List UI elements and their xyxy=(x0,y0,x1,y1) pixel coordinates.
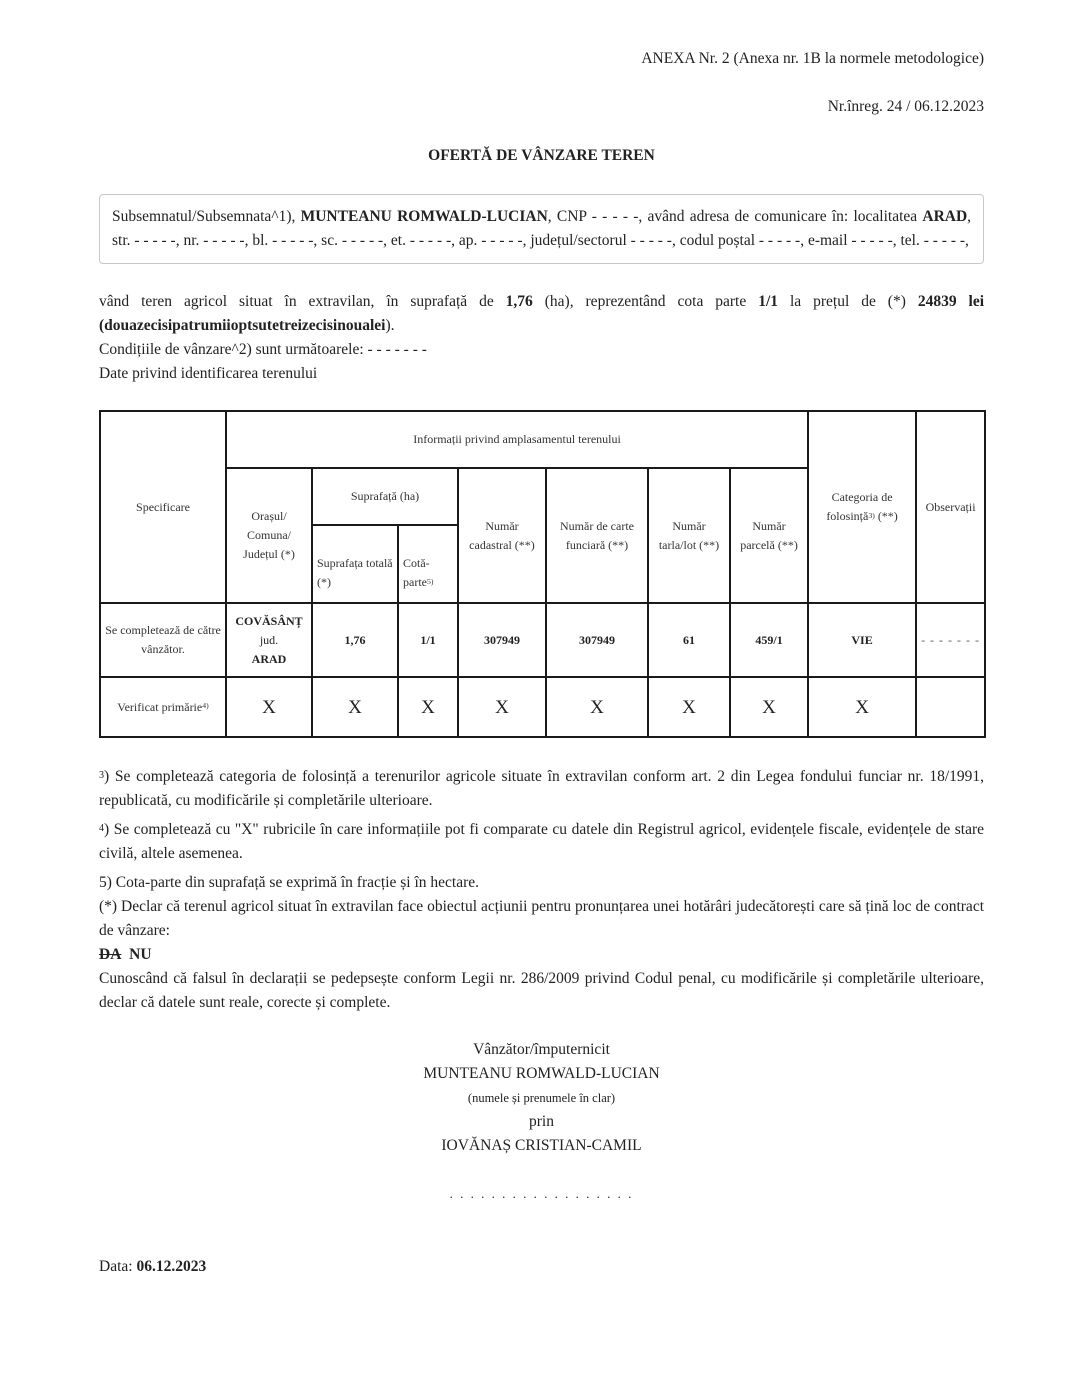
verified-mark: X xyxy=(808,677,916,737)
offer-share: 1/1 xyxy=(758,293,779,310)
header-nr-cadastral: Număr cadastral (**) xyxy=(458,468,546,603)
signer-name: MUNTEANU ROMWALD-LUCIAN xyxy=(423,1065,660,1082)
representative-name: IOVĂNAȘ CRISTIAN-CAMIL xyxy=(441,1137,642,1154)
cell-location-commune: COVĂSÂNȚ xyxy=(235,613,303,628)
sale-conditions: Condițiile de vânzare^2) sunt următoarele: - - - - - - - xyxy=(99,341,427,358)
seller-row xyxy=(100,603,985,677)
header-specificare: Specificare xyxy=(100,411,226,603)
seller-row-label: Se completează de către vânzător. xyxy=(100,603,226,677)
footnote-5: 5) Cota-parte din suprafață se exprimă în fracție și în hectare. xyxy=(99,874,480,891)
footnote-3-marker: 3 xyxy=(99,769,105,781)
footnote-3-text: ) Se completează categoria de folosință a terenurilor agricole situate în extravilan conform art. 2 din Legea fondului funciar nr. 18/1991, republicată, cu modificările și completările ulterioare. xyxy=(99,768,984,809)
footnote-4-text: ) Se completează cu "X" rubricile în care informațiile pot fi comparate cu datele din Registrul agricol, evidențele fiscale, evidențele de stare civilă, altele asemenea. xyxy=(99,821,984,862)
offer-area: 1,76 xyxy=(505,293,533,310)
cell-share: 1/1 xyxy=(398,603,458,677)
document-date xyxy=(99,1255,206,1279)
signature-block xyxy=(99,1038,984,1206)
header-cota-parte xyxy=(398,525,458,603)
name-hint: (numele și prenumele în clar) xyxy=(467,1091,616,1105)
court-declaration: (*) Declar că terenul agricol situat în extravilan face obiectul acțiunii pentru pronunțarea unei hotărâri judecătorești care să țină loc de contract de vânzare: xyxy=(99,898,984,939)
header-categoria-suffix: (**) xyxy=(874,509,898,523)
verified-observations xyxy=(916,677,985,737)
offer-text-4: ). xyxy=(385,317,395,334)
verified-mark: X xyxy=(546,677,648,737)
via-label: prin xyxy=(529,1113,554,1130)
land-identification-table xyxy=(99,410,986,738)
verified-mark: X xyxy=(458,677,546,737)
offer-price: 24839 lei xyxy=(917,293,985,310)
cell-total-area: 1,76 xyxy=(312,603,398,677)
cell-cadastral-number: 307949 xyxy=(458,603,546,677)
seller-locality: ARAD xyxy=(922,208,968,225)
offer-line-1 xyxy=(99,290,984,314)
header-nr-parcela: Număr parcelă (**) xyxy=(730,468,808,603)
identity-cnp-text: , CNP - - - - -, având adresa de comunicare în: localitatea xyxy=(547,208,923,225)
header-nr-carte-funciara: Număr de carte funciară (**) xyxy=(546,468,648,603)
signature-line: . . . . . . . . . . . . . . . . . . xyxy=(449,1186,634,1201)
offer-text-3: la prețul de (*) xyxy=(778,293,918,310)
date-label: Data: xyxy=(99,1258,137,1275)
penal-statement: Cunoscând că falsul în declarații se pedepsește conform Legii nr. 286/2009 privind Codul penal, cu modificările și completările ulterioare, declar că datele sunt reale, corecte și complete. xyxy=(99,970,984,1011)
cell-location-county: ARAD xyxy=(251,651,287,666)
identity-address-text: , str. - - - - -, nr. - - - - -, bl. - - - - -, sc. - - - - -, et. - - - - -, ap. - - - - -, județul/sectorul - - - - -, codul poștal - - - - -, e-mail - - - - -, tel. - - - - -, xyxy=(112,208,972,249)
footnotes-section xyxy=(99,765,984,1015)
header-cota-parte-text: Cotă-parte xyxy=(403,556,430,589)
offer-text-1: vând teren agricol situat în extravilan, în suprafață de xyxy=(99,293,506,310)
cell-location xyxy=(226,603,312,677)
declaration-options xyxy=(99,943,984,967)
cell-location-jud: jud. xyxy=(259,632,279,647)
footnote-4 xyxy=(99,818,984,866)
land-data-heading: Date privind identificarea terenului xyxy=(99,365,318,382)
signer-role: Vânzător/împuternicit xyxy=(473,1041,610,1058)
header-oras: Orașul/ Comuna/ Județul (*) xyxy=(226,468,312,603)
footnote-ref-5: 5) xyxy=(426,576,434,586)
cell-parcel-number: 459/1 xyxy=(730,603,808,677)
offer-line-2 xyxy=(99,314,984,338)
offer-text-2: (ha), reprezentând cota parte xyxy=(532,293,759,310)
date-value: 06.12.2023 xyxy=(136,1258,207,1275)
header-observatii: Observații xyxy=(916,411,985,603)
verified-row xyxy=(100,677,985,737)
header-nr-tarla: Număr tarla/lot (**) xyxy=(648,468,730,603)
footnote-ref-3: 3) xyxy=(868,510,875,520)
footnote-3 xyxy=(99,765,984,813)
header-categoria-text: Categoria de folosință xyxy=(826,490,893,523)
header-categoria xyxy=(808,411,916,603)
header-suprafata: Suprafață (ha) xyxy=(312,468,458,525)
verified-row-label-text: Verificat primărie xyxy=(117,699,203,714)
option-da-struck: DA xyxy=(99,946,122,963)
identity-prefix: Subsemnatul/Subsemnata^1), xyxy=(112,208,296,225)
annex-label: ANEXA Nr. 2 (Anexa nr. 1B la normele metodologice) xyxy=(641,50,984,67)
verified-mark: X xyxy=(730,677,808,737)
registration-number: Nr.înreg. 24 / 06.12.2023 xyxy=(827,98,984,115)
header-location-info: Informații privind amplasamentul terenului xyxy=(226,411,808,468)
option-nu: NU xyxy=(129,946,152,963)
cell-observations: - - - - - - - xyxy=(916,603,985,677)
offer-paragraph xyxy=(99,290,984,386)
cell-tarla-number: 61 xyxy=(648,603,730,677)
offer-price-words: (douazecisipatrumiioptsutetreizecisinoualei xyxy=(99,317,386,334)
footnote-ref-4: 4) xyxy=(202,701,209,711)
verified-row-label xyxy=(100,677,226,737)
verified-mark: X xyxy=(648,677,730,737)
cell-land-book-number: 307949 xyxy=(546,603,648,677)
verified-mark: X xyxy=(312,677,398,737)
seller-identity-box xyxy=(99,194,984,264)
cell-use-category: VIE xyxy=(808,603,916,677)
verified-mark: X xyxy=(226,677,312,737)
seller-name: MUNTEANU ROMWALD-LUCIAN xyxy=(300,208,548,225)
header-suprafata-totala: Suprafața totală (*) xyxy=(312,525,398,603)
footnote-4-marker: 4 xyxy=(99,822,105,834)
document-title: OFERTĂ DE VÂNZARE TEREN xyxy=(428,147,655,164)
verified-mark: X xyxy=(398,677,458,737)
